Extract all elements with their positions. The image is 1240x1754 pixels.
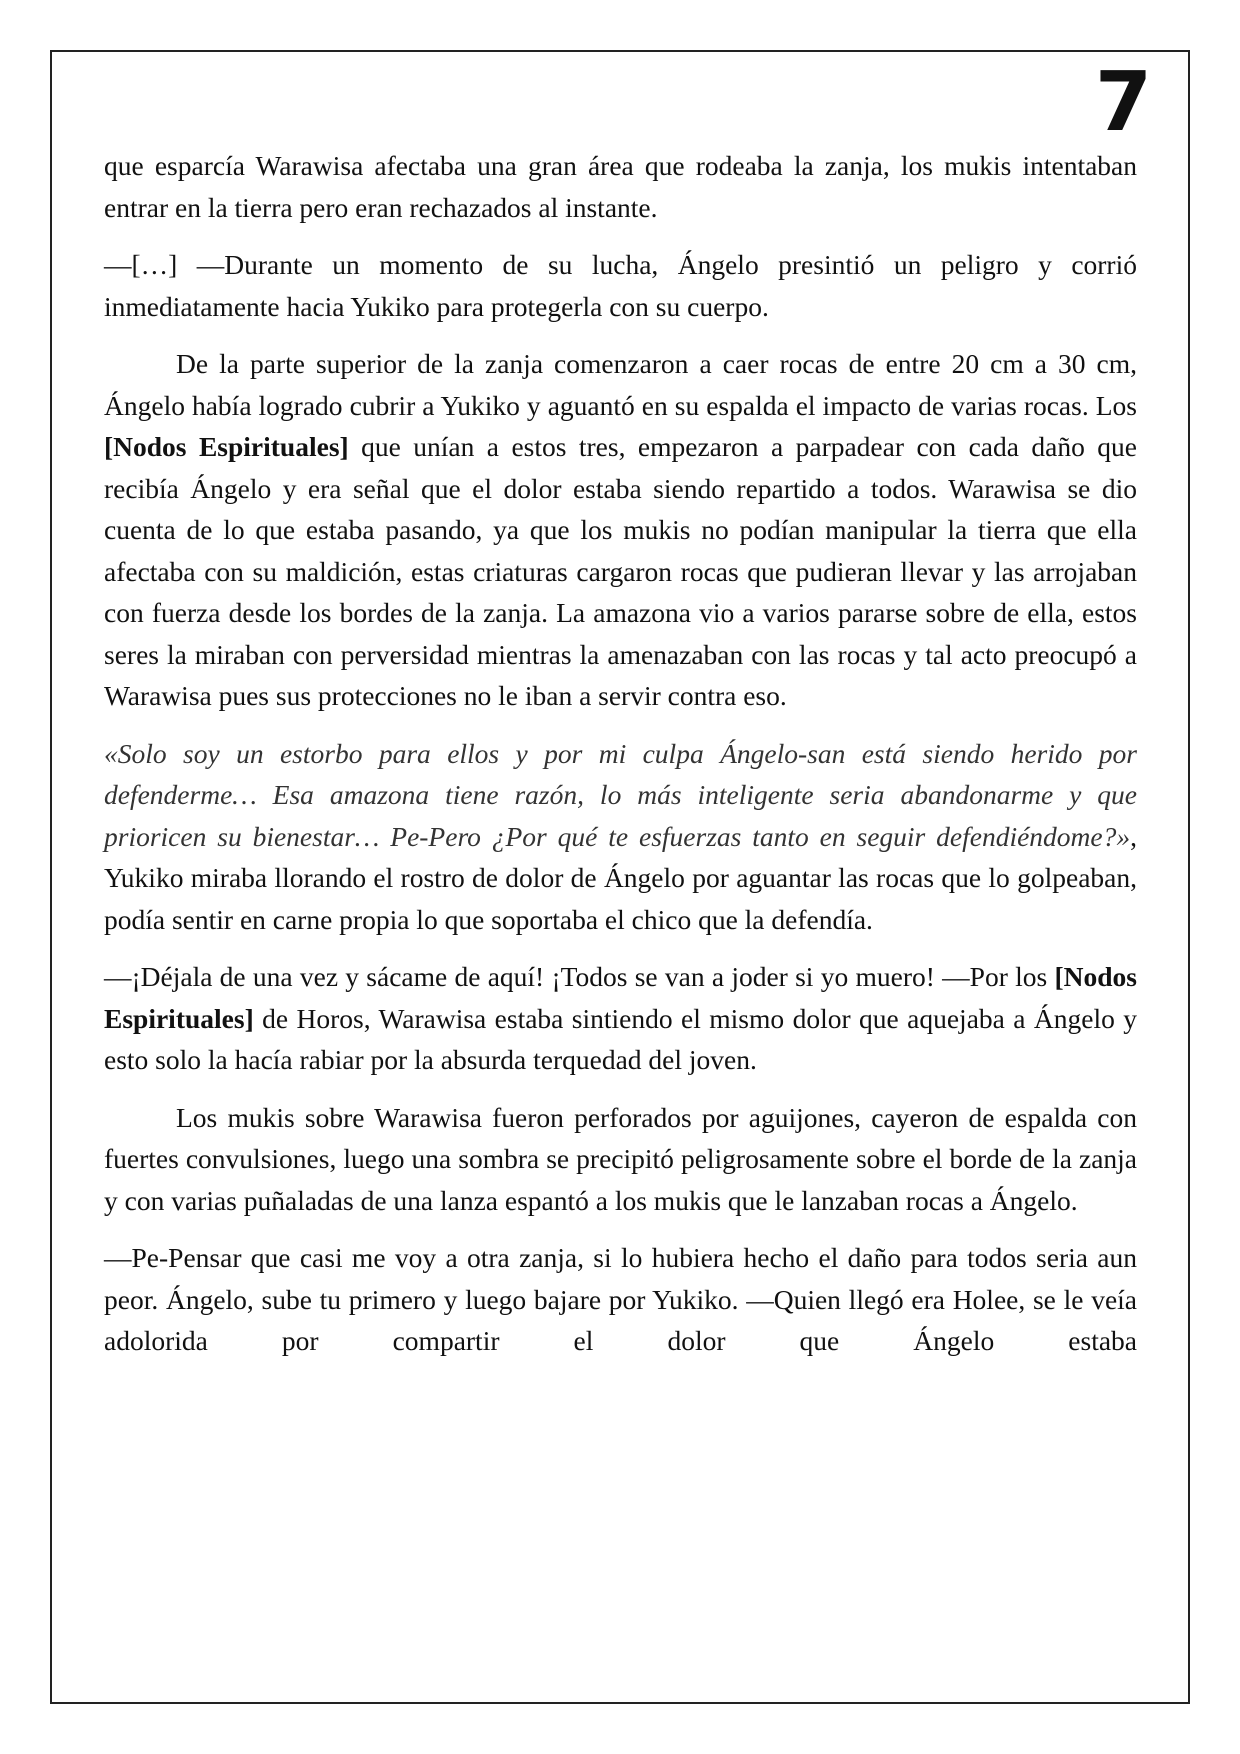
paragraph <box>104 1237 1137 1362</box>
text-run: —Pe-Pensar que casi me voy a otra zanja, si lo hubiera hecho el daño para todos seria aun peor. Ángelo, sube tu primero y luego bajare por Yukiko. —Quien llegó era Holee, se le veía adolorida por compartir el dolor que Ángelo estaba <box>104 1242 1137 1356</box>
text-run: que unían a estos tres, empezaron a parpadear con cada daño que recibía Ángelo y era señal que el dolor estaba siendo repartido a todos. Warawisa se dio cuenta de lo que estaba pasando, ya que los mukis no podían manipular la tierra que ella afectaba con su maldición, estas criaturas cargaron rocas que pudieran llevar y las arrojaban con fuerza desde los bordes de la zanja. La amazona vio a varios pararse sobre de ella, estos seres la miraban con perversidad mientras la amenazaban con las rocas y tal acto preocupó a Warawisa pues sus protecciones no le iban a servir contra eso. <box>104 431 1137 711</box>
text-run: —¡Déjala de una vez y sácame de aquí! ¡Todos se van a joder si yo muero! —Por los <box>104 961 1055 992</box>
paragraph <box>104 956 1137 1081</box>
document-body <box>104 145 1137 1378</box>
text-run: Los mukis sobre Warawisa fueron perforados por aguijones, cayeron de espalda con fuertes convulsiones, luego una sombra se precipitó peligrosamente sobre el borde de la zanja y con varias puñaladas de una lanza espantó a los mukis que le lanzaban rocas a Ángelo. <box>104 1101 1137 1216</box>
text-run: De la parte superior de la zanja comenzaron a caer rocas de entre 20 cm a 30 cm, Ángelo había logrado cubrir a Yukiko y aguantó en su espalda el impacto de varias rocas. Los <box>104 348 1137 421</box>
paragraph <box>104 733 1137 941</box>
text-run: —[…] —Durante un momento de su lucha, Ángelo presintió un peligro y corrió inmediatamente hacia Yukiko para protegerla con su cuerpo. <box>104 249 1137 322</box>
paragraph <box>104 244 1137 327</box>
page-number: 7 <box>1094 55 1152 150</box>
emphasis-term: [Nodos Espirituales] <box>104 961 1137 1034</box>
text-run: de Horos, Warawisa estaba sintiendo el mismo dolor que aquejaba a Ángelo y esto solo la hacía rabiar por la absurda terquedad del joven. <box>104 1002 1137 1075</box>
paragraph <box>104 1097 1137 1222</box>
paragraph <box>104 145 1137 228</box>
text-run: , Yukiko miraba llorando el rostro de dolor de Ángelo por aguantar las rocas que lo golpeaban, podía sentir en carne propia lo que soportaba el chico que la defendía. <box>104 820 1137 935</box>
emphasis-term: [Nodos Espirituales] <box>104 431 349 462</box>
text-run: que esparcía Warawisa afectaba una gran área que rodeaba la zanja, los mukis intentaban entrar en la tierra pero eran rechazados al instante. <box>104 150 1137 223</box>
paragraph <box>104 343 1137 717</box>
inner-thought: «Solo soy un estorbo para ellos y por mi culpa Ángelo-san está siendo herido por defenderme… Esa amazona tiene razón, lo más inteligente seria abandonarme y que prioricen su bienestar… Pe-Pero ¿Por qué te esfuerzas tanto en seguir defendiéndome?» <box>104 737 1137 852</box>
